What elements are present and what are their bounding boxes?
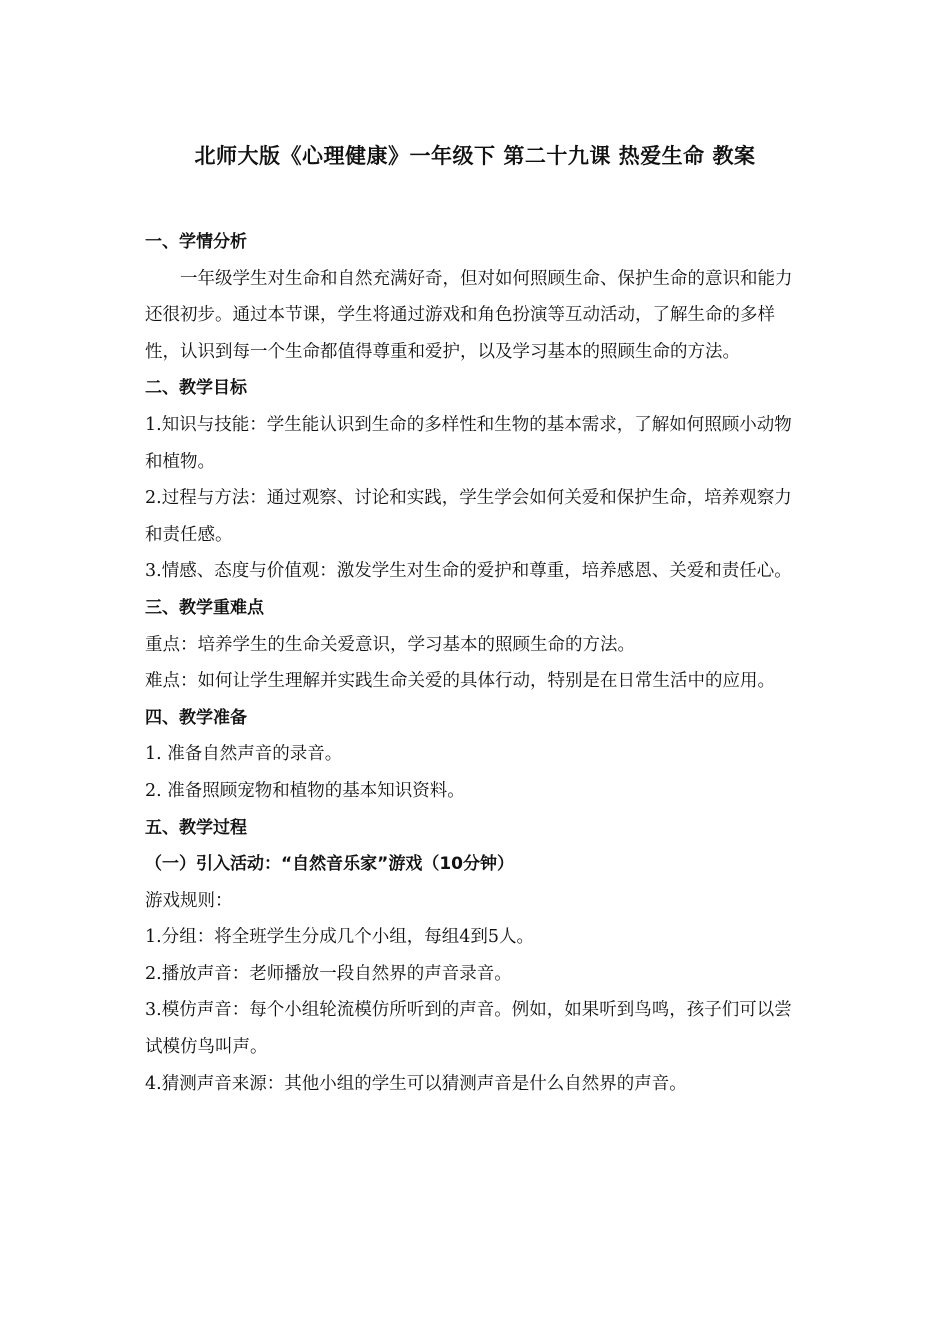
paragraph: 3.情感、态度与价值观：激发学生对生命的爱护和尊重，培养感恩、关爱和责任心。 bbox=[145, 561, 792, 582]
paragraph: 重点：培养学生的生命关爱意识，学习基本的照顾生命的方法。 bbox=[145, 634, 635, 655]
section-heading: 一、学情分析 bbox=[145, 232, 247, 252]
paragraph: 难点：如何让学生理解并实践生命关爱的具体行动，特别是在日常生活中的应用。 bbox=[145, 671, 775, 692]
section-heading: 二、教学目标 bbox=[145, 378, 247, 399]
subsection-heading: （一）引入活动：“自然音乐家”游戏（10分钟） bbox=[145, 854, 515, 875]
paragraph: 2.播放声音：老师播放一段自然界的声音录音。 bbox=[145, 963, 512, 984]
document-body bbox=[145, 224, 805, 1102]
section-heading: 四、教学准备 bbox=[145, 707, 247, 728]
paragraph: 4.猜测声音来源：其他小组的学生可以猜测声音是什么自然界的声音。 bbox=[145, 1073, 687, 1094]
paragraph: 1.分组：将全班学生分成几个小组，每组4到5人。 bbox=[145, 927, 534, 948]
paragraph: 2. 准备照顾宠物和植物的基本知识资料。 bbox=[145, 780, 465, 801]
section-heading: 五、教学过程 bbox=[145, 817, 247, 838]
paragraph: 游戏规则： bbox=[145, 890, 233, 911]
document-title: 北师大版《心理健康》一年级下 第二十九课 热爱生命 教案 bbox=[194, 144, 756, 168]
paragraph: 一年级学生对生命和自然充满好奇，但对如何照顾生命、保护生命的意识和能力还很初步。通过本节课，学生将通过游戏和角色扮演等互动活动，了解生命的多样性，认识到每一个生命都值得尊重和爱护，以及学习基本的照顾生命的方法。 bbox=[145, 268, 793, 362]
paragraph: 1. 准备自然声音的录音。 bbox=[145, 744, 343, 765]
paragraph: 2.过程与方法：通过观察、讨论和实践，学生学会如何关爱和保护生命，培养观察力和责任感。 bbox=[145, 488, 792, 545]
paragraph: 3.模仿声音：每个小组轮流模仿所听到的声音。例如，如果听到鸟鸣，孩子们可以尝试模仿鸟叫声。 bbox=[145, 1000, 792, 1058]
section-heading: 三、教学重难点 bbox=[145, 597, 264, 618]
paragraph: 1.知识与技能：学生能认识到生命的多样性和生物的基本需求，了解如何照顾小动物和植物。 bbox=[145, 414, 792, 472]
